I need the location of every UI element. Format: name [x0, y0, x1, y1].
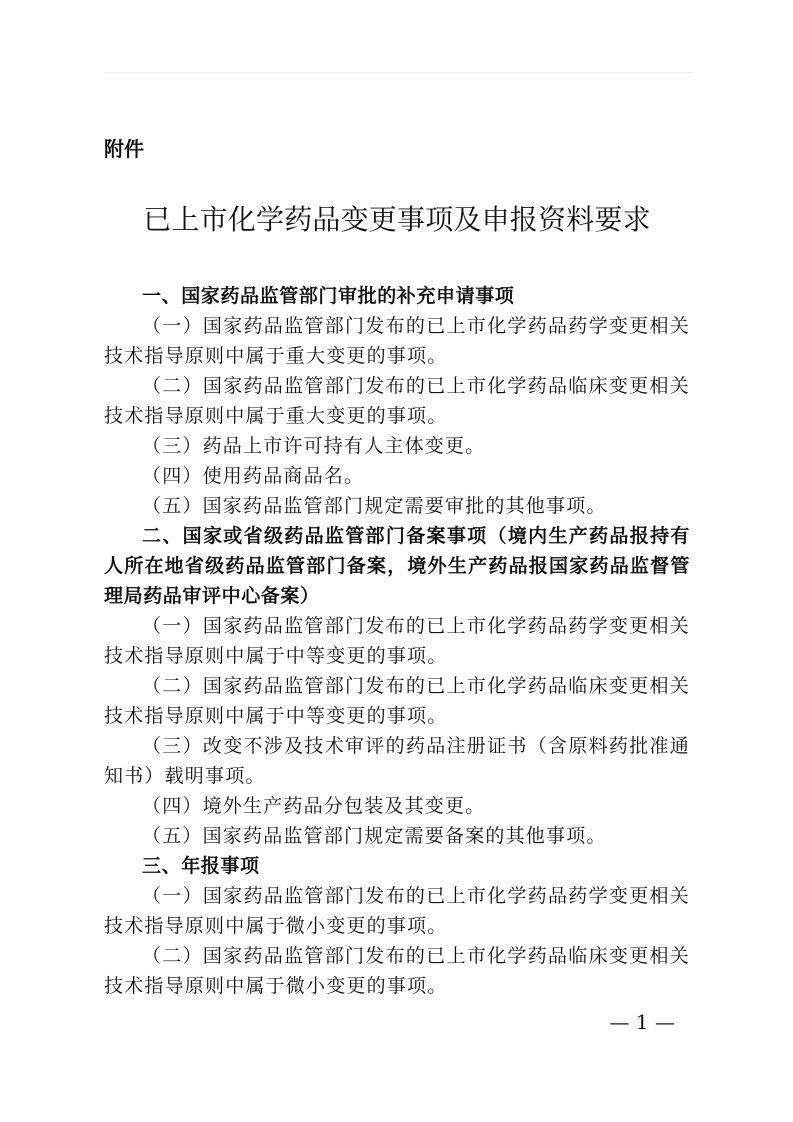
document-title: 已上市化学药品变更事项及申报资料要求 [143, 203, 651, 236]
section-2-item-1: （一）国家药品监管部门发布的已上市化学药品药学变更相关技术指导原则中属于中等变更的事项。 [104, 615, 690, 667]
page-number: — 1 — [609, 1010, 675, 1034]
header-rule [104, 72, 694, 73]
section-3-item-2: （二）国家药品监管部门发布的已上市化学药品临床变更相关技术指导原则中属于微小变更的事项。 [104, 945, 690, 997]
section-1-item-3: （三）药品上市许可持有人主体变更。 [142, 435, 486, 457]
document-body [104, 281, 690, 1001]
section-2-heading: 二、国家或省级药品监管部门备案事项（境内生产药品报持有人所在地省级药品监管部门备案，境外生产药品报国家药品监督管理局药品审评中心备案） [104, 525, 690, 607]
section-1-item-4: （四）使用药品商品名。 [142, 465, 365, 487]
section-1-item-1: （一）国家药品监管部门发布的已上市化学药品药学变更相关技术指导原则中属于重大变更的事项。 [104, 315, 690, 367]
section-3-heading: 三、年报事项 [142, 855, 260, 877]
section-1-heading: 一、国家药品监管部门审批的补充申请事项 [142, 285, 515, 307]
section-2-item-5: （五）国家药品监管部门规定需要备案的其他事项。 [142, 825, 607, 847]
section-2-item-3: （三）改变不涉及技术审评的药品注册证书（含原料药批准通知书）载明事项。 [104, 735, 690, 787]
section-1-item-2: （二）国家药品监管部门发布的已上市化学药品临床变更相关技术指导原则中属于重大变更的事项。 [104, 375, 690, 427]
section-1-item-5: （五）国家药品监管部门规定需要审批的其他事项。 [142, 495, 607, 517]
attachment-label: 附件 [104, 137, 144, 161]
section-2-item-2: （二）国家药品监管部门发布的已上市化学药品临床变更相关技术指导原则中属于中等变更的事项。 [104, 675, 690, 727]
section-3-item-1: （一）国家药品监管部门发布的已上市化学药品药学变更相关技术指导原则中属于微小变更的事项。 [104, 885, 690, 937]
section-2-item-4: （四）境外生产药品分包装及其变更。 [142, 795, 486, 817]
